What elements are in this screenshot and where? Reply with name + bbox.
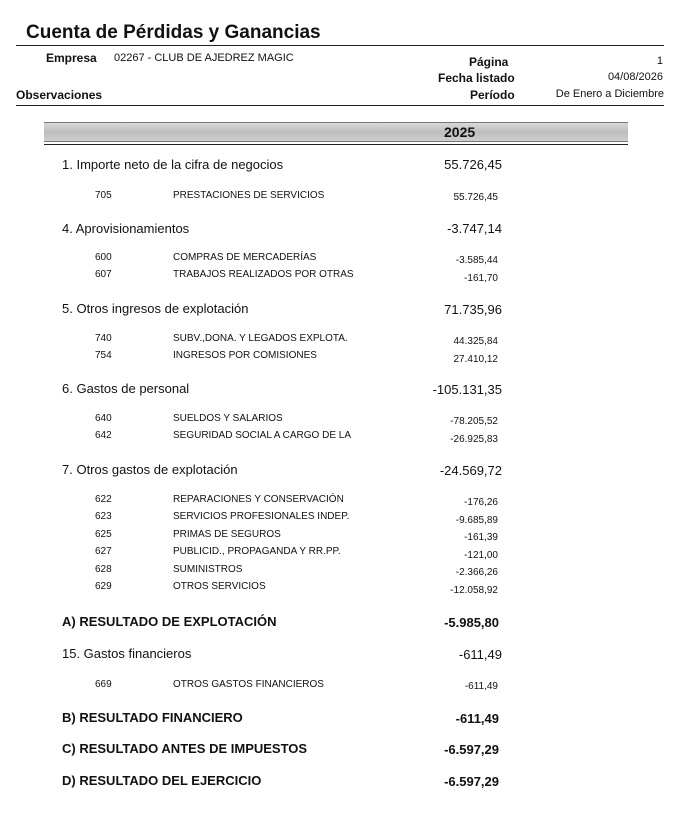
account-description: COMPRAS DE MERCADERÍAS xyxy=(173,252,317,263)
section-amount: -611,49 xyxy=(458,647,502,662)
account-code: 754 xyxy=(95,350,112,361)
pagina-label: Página xyxy=(469,55,509,69)
account-code: 622 xyxy=(95,494,112,505)
account-description: PUBLICID., PROPAGANDA Y RR.PP. xyxy=(173,546,341,557)
result-amount: -6.597,29 xyxy=(444,774,499,789)
periodo-value: De Enero a Diciembre xyxy=(555,88,664,100)
section-amount: -105.131,35 xyxy=(432,382,502,397)
fecha-listado-value: 04/08/2026 xyxy=(607,71,663,83)
section-amount: -3.747,14 xyxy=(447,221,502,236)
account-code: 740 xyxy=(95,333,112,344)
result-label: A) RESULTADO DE EXPLOTACIÓN xyxy=(62,614,277,629)
account-code: 669 xyxy=(95,679,112,690)
account-amount: -121,00 xyxy=(464,550,498,561)
account-code: 628 xyxy=(95,564,112,575)
result-amount: -6.597,29 xyxy=(444,742,499,757)
account-amount: -161,70 xyxy=(464,273,498,284)
account-code: 640 xyxy=(95,413,112,424)
header-rule xyxy=(16,105,664,106)
pagina-value: 1 xyxy=(656,55,663,67)
section-label: 4. Aprovisionamientos xyxy=(62,221,190,236)
account-amount: 27.410,12 xyxy=(453,354,498,365)
empresa-value: 02267 - CLUB DE AJEDREZ MAGIC xyxy=(114,52,294,64)
account-description: SEGURIDAD SOCIAL A CARGO DE LA xyxy=(173,430,352,441)
account-code: 623 xyxy=(95,511,112,522)
column-header-band xyxy=(44,122,628,142)
account-amount: -26.925,83 xyxy=(450,434,498,445)
account-amount: 55.726,45 xyxy=(453,192,498,203)
account-amount: -9.685,89 xyxy=(455,515,498,526)
section-label: 5. Otros ingresos de explotación xyxy=(62,301,249,316)
account-amount: 44.325,84 xyxy=(453,336,498,347)
account-code: 705 xyxy=(95,190,112,201)
fecha-listado-label: Fecha listado xyxy=(438,71,515,85)
account-amount: -161,39 xyxy=(464,532,498,543)
account-code: 629 xyxy=(95,581,112,592)
account-description: TRABAJOS REALIZADOS POR OTRAS xyxy=(173,269,354,280)
account-description: INGRESOS POR COMISIONES xyxy=(173,350,317,361)
account-description: SUBV.,DONA. Y LEGADOS EXPLOTA. xyxy=(173,333,348,344)
result-label: C) RESULTADO ANTES DE IMPUESTOS xyxy=(62,741,308,756)
section-label: 6. Gastos de personal xyxy=(62,381,190,396)
account-code: 627 xyxy=(95,546,112,557)
account-description: SERVICIOS PROFESIONALES INDEP. xyxy=(173,511,350,522)
account-description: PRIMAS DE SEGUROS xyxy=(173,529,281,540)
account-description: OTROS GASTOS FINANCIEROS xyxy=(173,679,324,690)
account-code: 625 xyxy=(95,529,112,540)
account-description: OTROS SERVICIOS xyxy=(173,581,266,592)
result-amount: -611,49 xyxy=(455,711,499,726)
section-amount: 55.726,45 xyxy=(444,157,502,172)
report-title: Cuenta de Pérdidas y Ganancias xyxy=(26,22,321,43)
account-description: SUMINISTROS xyxy=(173,564,243,575)
section-amount: -24.569,72 xyxy=(439,463,502,478)
account-amount: -2.366,26 xyxy=(455,567,498,578)
result-label: B) RESULTADO FINANCIERO xyxy=(62,710,243,725)
section-label: 7. Otros gastos de explotación xyxy=(62,462,238,477)
account-amount: -78.205,52 xyxy=(450,416,498,427)
account-code: 600 xyxy=(95,252,112,263)
account-amount: -176,26 xyxy=(464,497,498,508)
account-amount: -611,49 xyxy=(464,681,498,692)
account-description: PRESTACIONES DE SERVICIOS xyxy=(173,190,325,201)
account-code: 607 xyxy=(95,269,112,280)
account-description: REPARACIONES Y CONSERVACIÓN xyxy=(173,494,344,505)
empresa-label: Empresa xyxy=(46,51,97,65)
section-label: 1. Importe neto de la cifra de negocios xyxy=(62,157,284,172)
result-label: D) RESULTADO DEL EJERCICIO xyxy=(62,773,262,788)
observaciones-label: Observaciones xyxy=(16,88,103,102)
title-rule xyxy=(16,45,664,46)
section-amount: 71.735,96 xyxy=(444,302,502,317)
account-amount: -3.585,44 xyxy=(455,255,498,266)
result-amount: -5.985,80 xyxy=(444,615,499,630)
band-underline xyxy=(44,144,628,145)
section-label: 15. Gastos financieros xyxy=(62,646,192,661)
account-description: SUELDOS Y SALARIOS xyxy=(173,413,283,424)
account-amount: -12.058,92 xyxy=(450,585,498,596)
account-code: 642 xyxy=(95,430,112,441)
year-column-header: 2025 xyxy=(444,124,476,140)
periodo-label: Período xyxy=(470,88,515,102)
